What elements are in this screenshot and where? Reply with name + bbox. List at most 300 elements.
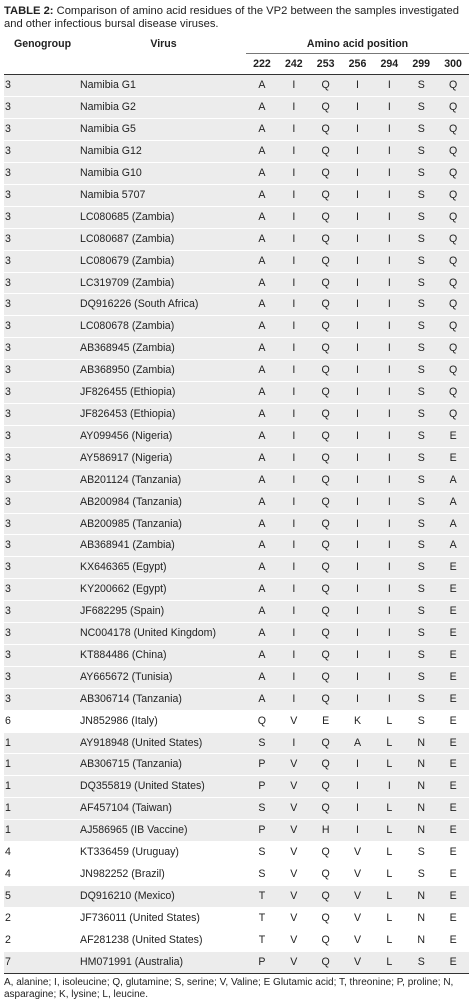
cell-residue: Q (310, 557, 342, 579)
cell-residue: Q (437, 294, 469, 316)
cell-residue: E (437, 754, 469, 776)
cell-residue: I (342, 75, 374, 97)
cell-residue: E (437, 447, 469, 469)
cell-residue: E (437, 601, 469, 623)
cell-residue: I (278, 513, 310, 535)
cell-residue: S (405, 579, 437, 601)
cell-genogroup: 3 (4, 119, 80, 141)
table-row (4, 75, 469, 97)
cell-residue: I (278, 316, 310, 338)
table-header (4, 35, 469, 75)
cell-residue: S (405, 842, 437, 864)
cell-residue: I (373, 688, 405, 710)
cell-residue: S (405, 75, 437, 97)
cell-residue: I (373, 579, 405, 601)
cell-residue: E (437, 842, 469, 864)
table-row (4, 710, 469, 732)
cell-residue: I (278, 491, 310, 513)
cell-residue: A (246, 666, 278, 688)
cell-genogroup: 3 (4, 206, 80, 228)
cell-residue: I (342, 272, 374, 294)
cell-residue: I (278, 623, 310, 645)
header-amino-acid-position: Amino acid position (246, 35, 469, 54)
cell-genogroup: 1 (4, 732, 80, 754)
cell-residue: I (342, 382, 374, 404)
cell-residue: I (373, 513, 405, 535)
cell-residue: I (373, 776, 405, 798)
cell-virus: LC080685 (Zambia) (80, 206, 246, 228)
cell-residue: I (278, 184, 310, 206)
cell-virus: Namibia G10 (80, 163, 246, 185)
cell-residue: Q (310, 513, 342, 535)
cell-residue: I (373, 644, 405, 666)
table-row (4, 754, 469, 776)
cell-residue: A (437, 491, 469, 513)
cell-residue: V (342, 842, 374, 864)
cell-residue: I (278, 382, 310, 404)
table-row (4, 907, 469, 929)
cell-residue: I (342, 798, 374, 820)
table-row (4, 382, 469, 404)
cell-virus: Namibia G12 (80, 141, 246, 163)
cell-genogroup: 5 (4, 885, 80, 907)
table-row (4, 184, 469, 206)
cell-residue: I (373, 97, 405, 119)
cell-residue: I (278, 163, 310, 185)
cell-residue: I (373, 535, 405, 557)
cell-residue: A (246, 491, 278, 513)
table-row (4, 206, 469, 228)
cell-residue: Q (437, 163, 469, 185)
cell-residue: Q (437, 316, 469, 338)
cell-residue: I (342, 206, 374, 228)
cell-residue: V (278, 754, 310, 776)
table-row (4, 644, 469, 666)
cell-residue: E (437, 798, 469, 820)
table-row (4, 601, 469, 623)
cell-residue: N (405, 820, 437, 842)
cell-residue: A (246, 228, 278, 250)
cell-residue: Q (310, 447, 342, 469)
cell-residue: I (278, 75, 310, 97)
cell-residue: A (342, 732, 374, 754)
cell-residue: T (246, 929, 278, 951)
cell-residue: Q (437, 272, 469, 294)
cell-residue: A (246, 360, 278, 382)
table-row (4, 842, 469, 864)
cell-residue: Q (310, 601, 342, 623)
cell-residue: Q (437, 206, 469, 228)
cell-residue: I (278, 272, 310, 294)
cell-residue: I (342, 666, 374, 688)
cell-residue: V (278, 951, 310, 973)
cell-residue: S (405, 710, 437, 732)
cell-residue: V (278, 929, 310, 951)
cell-virus: AY918948 (United States) (80, 732, 246, 754)
table-row (4, 119, 469, 141)
cell-residue: Q (310, 163, 342, 185)
table-row (4, 469, 469, 491)
cell-residue: E (437, 688, 469, 710)
cell-residue: A (246, 688, 278, 710)
cell-residue: I (342, 184, 374, 206)
cell-residue: I (373, 425, 405, 447)
cell-genogroup: 3 (4, 469, 80, 491)
cell-residue: I (278, 579, 310, 601)
cell-genogroup: 3 (4, 447, 80, 469)
cell-residue: E (437, 579, 469, 601)
cell-residue: A (437, 513, 469, 535)
table-row (4, 360, 469, 382)
cell-genogroup: 4 (4, 864, 80, 886)
cell-residue: S (246, 732, 278, 754)
table-row (4, 776, 469, 798)
cell-residue: I (342, 754, 374, 776)
cell-residue: I (342, 447, 374, 469)
cell-residue: Q (437, 403, 469, 425)
cell-residue: I (278, 469, 310, 491)
cell-residue: A (246, 403, 278, 425)
cell-residue: L (373, 820, 405, 842)
cell-residue: I (342, 425, 374, 447)
cell-genogroup: 3 (4, 338, 80, 360)
cell-residue: I (342, 557, 374, 579)
cell-residue: A (437, 535, 469, 557)
cell-residue: S (405, 360, 437, 382)
cell-residue: S (405, 272, 437, 294)
cell-residue: S (405, 119, 437, 141)
cell-residue: K (342, 710, 374, 732)
cell-genogroup: 3 (4, 316, 80, 338)
cell-residue: I (373, 272, 405, 294)
cell-residue: I (278, 206, 310, 228)
cell-residue: I (278, 666, 310, 688)
table-row (4, 163, 469, 185)
cell-residue: Q (310, 623, 342, 645)
cell-residue: L (373, 951, 405, 973)
cell-residue: S (405, 425, 437, 447)
table-row (4, 885, 469, 907)
cell-genogroup: 3 (4, 360, 80, 382)
cell-residue: L (373, 842, 405, 864)
cell-residue: E (437, 666, 469, 688)
cell-residue: Q (310, 776, 342, 798)
cell-virus: KT884486 (China) (80, 644, 246, 666)
cell-residue: I (278, 294, 310, 316)
cell-residue: Q (310, 798, 342, 820)
cell-residue: Q (437, 119, 469, 141)
cell-residue: N (405, 754, 437, 776)
cell-residue: I (278, 119, 310, 141)
cell-residue: Q (437, 75, 469, 97)
cell-residue: I (278, 447, 310, 469)
cell-residue: V (342, 885, 374, 907)
cell-residue: I (342, 316, 374, 338)
cell-residue: I (373, 75, 405, 97)
cell-virus: AB306715 (Tanzania) (80, 754, 246, 776)
table-row (4, 316, 469, 338)
cell-residue: A (246, 557, 278, 579)
cell-virus: KY200662 (Egypt) (80, 579, 246, 601)
cell-residue: S (405, 535, 437, 557)
cell-residue: V (278, 710, 310, 732)
cell-virus: AF281238 (United States) (80, 929, 246, 951)
cell-residue: I (342, 163, 374, 185)
table-row (4, 535, 469, 557)
cell-residue: S (405, 557, 437, 579)
cell-residue: E (437, 732, 469, 754)
cell-residue: I (278, 360, 310, 382)
table-footnote: A, alanine; I, isoleucine; Q, glutamine; S, serine; V, Valine; E Glutamic acid; T, threonine; P, proline; N, asparagine; K, lysine; L, leucine. (4, 976, 454, 1001)
cell-residue: S (405, 228, 437, 250)
cell-genogroup: 3 (4, 184, 80, 206)
cell-residue: I (342, 360, 374, 382)
cell-residue: Q (310, 141, 342, 163)
cell-virus: JF826453 (Ethiopia) (80, 403, 246, 425)
cell-residue: A (246, 382, 278, 404)
cell-genogroup: 3 (4, 228, 80, 250)
cell-residue: Q (310, 184, 342, 206)
cell-virus: LC080679 (Zambia) (80, 250, 246, 272)
cell-residue: Q (310, 338, 342, 360)
cell-residue: I (342, 119, 374, 141)
cell-virus: JF826455 (Ethiopia) (80, 382, 246, 404)
cell-residue: I (373, 666, 405, 688)
cell-residue: Q (310, 864, 342, 886)
cell-residue: E (437, 623, 469, 645)
cell-residue: H (310, 820, 342, 842)
cell-virus: Namibia G5 (80, 119, 246, 141)
cell-virus: JN852986 (Italy) (80, 710, 246, 732)
cell-residue: I (373, 338, 405, 360)
cell-genogroup: 3 (4, 425, 80, 447)
cell-residue: V (342, 929, 374, 951)
cell-virus: Namibia 5707 (80, 184, 246, 206)
cell-residue: I (342, 776, 374, 798)
cell-residue: V (342, 951, 374, 973)
caption-label: TABLE 2: (4, 5, 54, 17)
cell-residue: L (373, 798, 405, 820)
cell-genogroup: 3 (4, 272, 80, 294)
cell-virus: AB200984 (Tanzania) (80, 491, 246, 513)
cell-residue: S (405, 382, 437, 404)
table-row (4, 579, 469, 601)
cell-residue: Q (310, 119, 342, 141)
table-row (4, 338, 469, 360)
cell-residue: S (405, 447, 437, 469)
cell-residue: I (342, 535, 374, 557)
cell-residue: S (405, 206, 437, 228)
table-row (4, 97, 469, 119)
cell-virus: AB368945 (Zambia) (80, 338, 246, 360)
cell-residue: A (246, 469, 278, 491)
table-row (4, 666, 469, 688)
cell-residue: A (246, 623, 278, 645)
cell-residue: I (373, 316, 405, 338)
cell-residue: N (405, 798, 437, 820)
cell-residue: Q (310, 250, 342, 272)
cell-residue: I (342, 294, 374, 316)
cell-genogroup: 3 (4, 250, 80, 272)
cell-genogroup: 3 (4, 403, 80, 425)
cell-residue: I (373, 163, 405, 185)
cell-residue: I (342, 820, 374, 842)
table-row (4, 732, 469, 754)
cell-genogroup: 3 (4, 579, 80, 601)
cell-residue: P (246, 754, 278, 776)
cell-residue: I (373, 601, 405, 623)
cell-residue: A (246, 447, 278, 469)
cell-residue: S (246, 864, 278, 886)
table-row (4, 447, 469, 469)
cell-genogroup: 3 (4, 601, 80, 623)
cell-residue: Q (310, 316, 342, 338)
table-row (4, 513, 469, 535)
cell-residue: I (342, 579, 374, 601)
cell-residue: I (373, 294, 405, 316)
cell-virus: JF736011 (United States) (80, 907, 246, 929)
table-row (4, 294, 469, 316)
header-position: 253 (310, 54, 342, 75)
cell-residue: S (405, 294, 437, 316)
cell-genogroup: 2 (4, 907, 80, 929)
cell-residue: S (405, 644, 437, 666)
cell-genogroup: 3 (4, 644, 80, 666)
cell-residue: I (342, 97, 374, 119)
cell-residue: S (405, 469, 437, 491)
cell-virus: Namibia G1 (80, 75, 246, 97)
cell-residue: I (342, 403, 374, 425)
cell-residue: S (405, 316, 437, 338)
table-row (4, 425, 469, 447)
cell-residue: I (342, 228, 374, 250)
cell-residue: Q (310, 294, 342, 316)
cell-residue: I (373, 491, 405, 513)
cell-residue: Q (310, 75, 342, 97)
cell-residue: A (246, 601, 278, 623)
cell-residue: A (246, 141, 278, 163)
cell-genogroup: 3 (4, 535, 80, 557)
cell-residue: E (437, 864, 469, 886)
cell-residue: I (342, 491, 374, 513)
cell-residue: I (278, 228, 310, 250)
cell-residue: L (373, 864, 405, 886)
cell-residue: A (246, 513, 278, 535)
cell-genogroup: 6 (4, 710, 80, 732)
cell-residue: T (246, 907, 278, 929)
cell-residue: V (278, 820, 310, 842)
cell-residue: I (278, 557, 310, 579)
cell-virus: Namibia G2 (80, 97, 246, 119)
cell-virus: AF457104 (Taiwan) (80, 798, 246, 820)
cell-virus: AB306714 (Tanzania) (80, 688, 246, 710)
cell-residue: L (373, 710, 405, 732)
cell-residue: E (437, 557, 469, 579)
cell-residue: I (342, 469, 374, 491)
cell-residue: S (405, 184, 437, 206)
cell-genogroup: 3 (4, 623, 80, 645)
cell-virus: AY586917 (Nigeria) (80, 447, 246, 469)
cell-residue: I (373, 382, 405, 404)
cell-virus: LC080678 (Zambia) (80, 316, 246, 338)
cell-residue: Q (437, 250, 469, 272)
cell-residue: I (373, 141, 405, 163)
cell-residue: N (405, 929, 437, 951)
cell-residue: I (373, 557, 405, 579)
header-spacer (4, 54, 80, 75)
cell-genogroup: 3 (4, 163, 80, 185)
cell-residue: S (405, 141, 437, 163)
cell-residue: V (278, 907, 310, 929)
cell-residue: I (373, 623, 405, 645)
cell-genogroup: 3 (4, 75, 80, 97)
cell-residue: S (405, 623, 437, 645)
cell-residue: Q (310, 535, 342, 557)
cell-residue: V (278, 798, 310, 820)
cell-residue: L (373, 885, 405, 907)
cell-residue: N (405, 907, 437, 929)
cell-genogroup: 3 (4, 382, 80, 404)
table-body (4, 75, 469, 973)
cell-residue: I (342, 623, 374, 645)
cell-virus: AB200985 (Tanzania) (80, 513, 246, 535)
cell-residue: I (373, 447, 405, 469)
cell-virus: AB368941 (Zambia) (80, 535, 246, 557)
cell-genogroup: 3 (4, 666, 80, 688)
cell-residue: Q (437, 382, 469, 404)
cell-virus: LC080687 (Zambia) (80, 228, 246, 250)
table-row (4, 929, 469, 951)
cell-residue: Q (310, 403, 342, 425)
cell-residue: S (405, 513, 437, 535)
cell-residue: A (246, 316, 278, 338)
cell-residue: S (405, 666, 437, 688)
cell-residue: T (246, 885, 278, 907)
cell-residue: E (437, 885, 469, 907)
cell-residue: Q (310, 272, 342, 294)
cell-virus: AB368950 (Zambia) (80, 360, 246, 382)
cell-residue: S (405, 601, 437, 623)
cell-residue: I (278, 601, 310, 623)
cell-virus: AY099456 (Nigeria) (80, 425, 246, 447)
table-row (4, 491, 469, 513)
cell-residue: Q (310, 885, 342, 907)
cell-residue: A (246, 184, 278, 206)
header-position: 222 (246, 54, 278, 75)
cell-virus: DQ355819 (United States) (80, 776, 246, 798)
cell-residue: E (437, 644, 469, 666)
cell-residue: I (342, 513, 374, 535)
table-row (4, 623, 469, 645)
cell-residue: V (342, 907, 374, 929)
cell-residue: E (437, 929, 469, 951)
cell-residue: I (342, 250, 374, 272)
cell-residue: I (373, 403, 405, 425)
cell-virus: AJ586965 (IB Vaccine) (80, 820, 246, 842)
cell-residue: S (405, 951, 437, 973)
cell-genogroup: 3 (4, 513, 80, 535)
cell-residue: I (342, 644, 374, 666)
cell-genogroup: 2 (4, 929, 80, 951)
cell-residue: S (405, 338, 437, 360)
caption-text: Comparison of amino acid residues of the VP2 between the samples investigated and other infectious bursal disease viruses. (4, 5, 459, 30)
cell-residue: V (278, 776, 310, 798)
cell-residue: Q (437, 360, 469, 382)
cell-residue: L (373, 907, 405, 929)
cell-residue: I (373, 228, 405, 250)
cell-virus: DQ916226 (South Africa) (80, 294, 246, 316)
cell-virus: KT336459 (Uruguay) (80, 842, 246, 864)
